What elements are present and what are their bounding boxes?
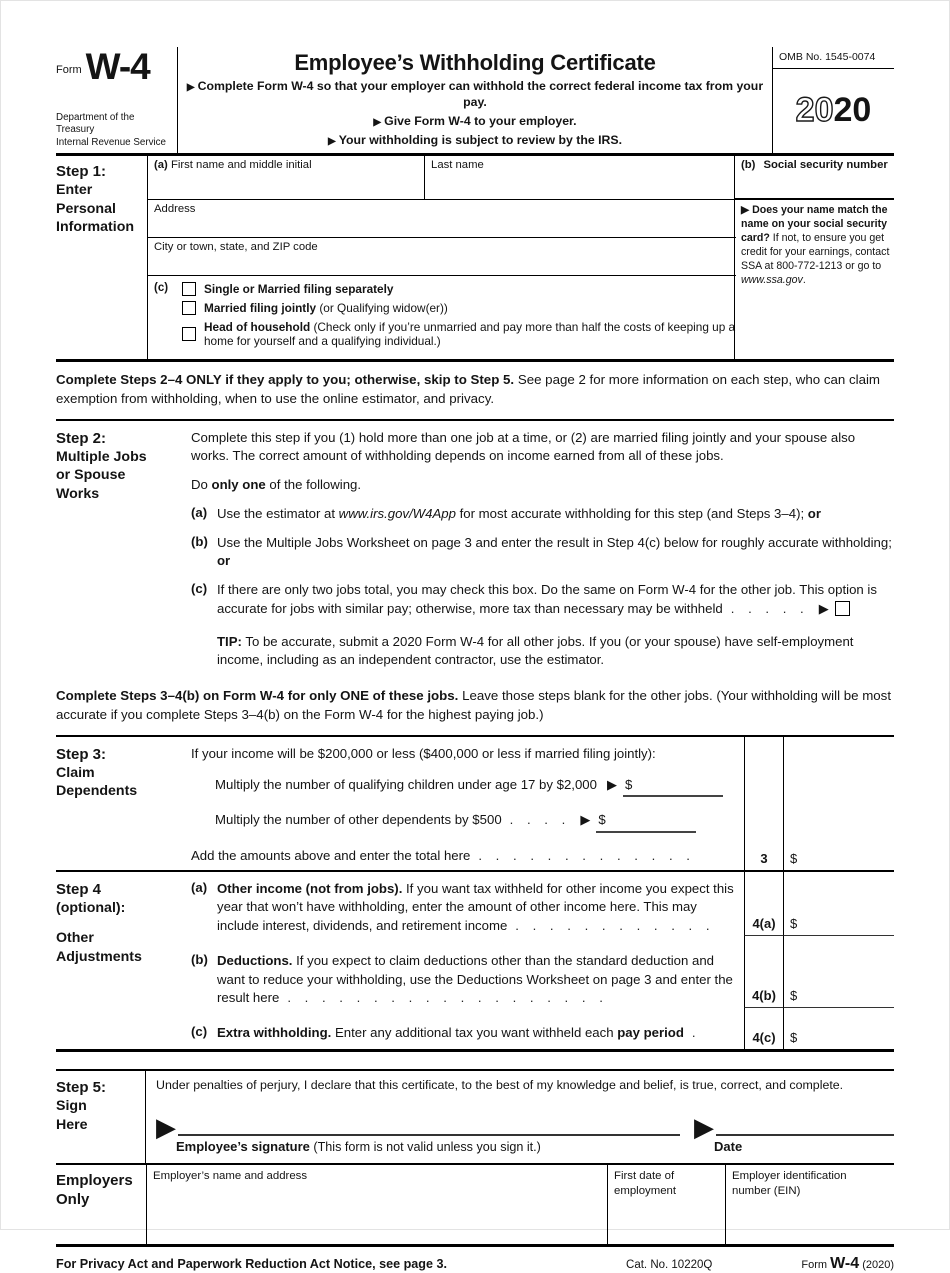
step4-sub-3: Adjustments	[56, 948, 142, 965]
arrow-icon: ▶	[741, 203, 750, 216]
item-c-label: (c)	[191, 581, 208, 597]
first-name-field[interactable]	[148, 156, 425, 199]
arrow-icon: ▶	[373, 116, 382, 128]
tip-text: To be accurate, submit a 2020 Form W-4 for all other jobs. If you (or your spouse) have self-employment income, including as an independent contractor, use the estimator.	[217, 633, 854, 668]
year-outline: 20	[795, 91, 834, 130]
form-number: W-4	[85, 46, 150, 87]
check3-note: (Check only if you’re unmarried and pay more than half the costs of keeping up a home for yourself and a qualifying individual.)	[204, 319, 736, 348]
line4c-number: 4(c)	[744, 1008, 784, 1049]
filing-status-single-row	[182, 282, 736, 296]
step2-item-c	[191, 581, 894, 618]
date-block	[694, 1111, 894, 1154]
checkbox-head-of-household[interactable]	[182, 327, 196, 341]
step2-tip	[191, 633, 894, 670]
dollar-sign: $	[790, 850, 798, 866]
step1-fields	[148, 156, 736, 359]
city-label: City or town, state, and ZIP code	[154, 240, 318, 253]
step3-title: Step 3:	[56, 745, 107, 763]
intro24-rest: See page 2 for more information on each step, who can claim exemption from withholding, when to use the online estimator, and privacy.	[56, 371, 880, 406]
form-id-block	[56, 47, 178, 153]
ssa-url: www.ssa.gov	[741, 273, 803, 286]
dollar-sign: $	[598, 812, 606, 828]
line4c-amount-field[interactable]	[784, 1008, 894, 1049]
children-text: Multiply the number of qualifying children under age 17 by $2,000	[215, 776, 597, 792]
step5-content	[146, 1071, 894, 1163]
date-line[interactable]	[716, 1116, 894, 1136]
address-label: Address	[154, 202, 196, 215]
step4c-row	[191, 1008, 894, 1049]
item-4a-label: (a)	[191, 879, 208, 895]
step2-sub-3: Works	[56, 485, 100, 502]
perjury-statement: Under penalties of perjury, I declare that this certificate, to the best of my knowledge and belief, is true, correct, and complete.	[156, 1077, 844, 1092]
4a-bold: Other income (not from jobs).	[217, 880, 403, 896]
first-name-label: First name and middle initial	[170, 158, 312, 171]
first-date-label: First date of employment	[614, 1169, 677, 1197]
steps-2-4-instructions	[56, 362, 894, 421]
last-name-label: Last name	[431, 158, 484, 171]
arrow-icon: ▶	[156, 1111, 176, 1142]
signature-label: Employee’s signature	[176, 1138, 310, 1154]
employers-label-2: Only	[56, 1191, 90, 1209]
step2-item-a	[191, 505, 894, 524]
last-name-field[interactable]	[425, 156, 735, 199]
year-solid: 20	[833, 91, 872, 130]
ssa-note-end: .	[802, 273, 806, 286]
item-4c-label: (c)	[191, 1024, 208, 1040]
footer-form-number: W-4	[830, 1254, 860, 1272]
qualifying-children-line	[191, 776, 738, 798]
signature-block	[156, 1111, 680, 1154]
step5-label	[56, 1071, 146, 1163]
field-c-label: (c)	[154, 281, 169, 294]
form-header	[56, 47, 894, 156]
line4a-number: 4(a)	[744, 872, 784, 936]
line4b-number: 4(b)	[744, 936, 784, 1008]
line3-amount-field[interactable]	[784, 737, 894, 870]
city-state-zip-field[interactable]	[148, 238, 736, 276]
step3-sub-1: Claim	[56, 765, 95, 782]
ein-label: Employer identification number (EIN)	[732, 1169, 847, 1197]
b-text: Use the Multiple Jobs Worksheet on page 3 and enter the result in Step 4(c) below for roughly accurate withholding;	[217, 534, 892, 550]
checkbox-single-or-married-separately[interactable]	[182, 282, 196, 296]
irs-estimator-url: www.irs.gov/W4App	[338, 505, 456, 521]
step2-sub-1: Multiple Jobs	[56, 449, 147, 466]
dollar-sign: $	[624, 776, 633, 792]
footer-form-word: Form	[801, 1258, 828, 1271]
ssn-field[interactable]	[735, 156, 894, 200]
ssa-note-text: If not, to ensure you get credit for your earnings, contact SSA at 800-772-1213 or go to	[741, 231, 890, 272]
header-bullet-2: Give Form W-4 to your employer.	[384, 113, 577, 128]
filing-status-head-of-household-row	[182, 320, 736, 348]
step5-title: Step 5:	[56, 1078, 107, 1096]
page-footer	[56, 1255, 894, 1273]
step2-sub-2: or Spouse	[56, 467, 126, 484]
employers-only-section	[56, 1165, 894, 1247]
step5-section	[56, 1069, 894, 1165]
intro34-rest: Leave those steps blank for the other jobs. (Your withholding will be most accurate if you complete Steps 3–4(b) on the Form W-4 for the highest paying job.)	[56, 688, 892, 722]
item-a-label: (a)	[191, 504, 208, 520]
total-text: Add the amounts above and enter the total here	[191, 847, 471, 863]
step1-sub-2: Personal	[56, 200, 116, 217]
check3-label: Head of household	[204, 319, 311, 334]
step2-content	[191, 421, 894, 670]
step5-sub-1: Sign	[56, 1098, 87, 1115]
employer-name-address-field[interactable]	[146, 1165, 608, 1244]
step3-content	[191, 737, 744, 870]
checkbox-married-filing-jointly[interactable]	[182, 301, 196, 315]
step2-section	[56, 421, 894, 670]
step1-label	[56, 156, 148, 359]
ssn-label: Social security number	[763, 158, 888, 171]
dollar-sign: $	[790, 1029, 798, 1045]
a-post: for most accurate withholding for this step (and Steps 3–4);	[455, 505, 808, 521]
step1-sub-3: Information	[56, 218, 135, 235]
line3-number: 3	[744, 737, 784, 870]
form-title-block	[178, 47, 772, 153]
form-word: Form	[56, 64, 82, 77]
step2-para1: Complete this step if you (1) hold more than one job at a time, or (2) are married filing jointly and your spouse also works. The correct amount of withholding depends on income earned from all of these jobs.	[191, 429, 856, 464]
first-date-employment-field[interactable]	[608, 1165, 726, 1244]
agency-line1: Department of the Treasury	[56, 112, 135, 136]
privacy-notice: For Privacy Act and Paperwork Reduction Act Notice, see page 3.	[56, 1256, 447, 1271]
4c-text: Enter any additional tax you want withheld each	[331, 1025, 618, 1041]
filing-status-married-jointly-row	[182, 301, 736, 315]
step4b-row	[191, 936, 894, 1008]
ssa-note-bold: Does your name match the name on your social security card?	[741, 203, 888, 244]
leader-dots: .	[691, 1025, 701, 1041]
signature-note: (This form is not valid unless you sign it.)	[309, 1139, 541, 1154]
step2-label	[56, 421, 191, 670]
signature-line[interactable]	[178, 1116, 680, 1136]
item-4b-label: (b)	[191, 951, 208, 967]
4b-text: If you expect to claim deductions other than the standard deduction and want to reduce your withholding, use the Deductions Worksheet on page 3 and enter the result here	[217, 952, 733, 1006]
step3-label	[56, 737, 191, 870]
dollar-sign: $	[790, 988, 798, 1004]
line4b-amount-field[interactable]	[784, 936, 894, 1008]
arrow-icon: ▶	[580, 812, 591, 828]
dependents-amount-field[interactable]	[596, 811, 696, 833]
ein-field[interactable]	[726, 1165, 894, 1244]
do-pre: Do	[191, 477, 212, 493]
4c-bold: Extra withholding.	[217, 1025, 332, 1041]
arrow-icon: ▶	[694, 1111, 714, 1142]
step4-label	[56, 872, 191, 1049]
omb-year-block	[772, 47, 894, 153]
step4-title: Step 4	[56, 880, 102, 898]
step1-title: Step 1:	[56, 162, 107, 180]
tax-year	[773, 69, 894, 153]
date-label: Date	[714, 1138, 743, 1154]
c-text: If there are only two jobs total, you may check this box. Do the same on Form W-4 for the other job. This option is accurate for jobs with similar pay; otherwise, more tax than necessary may be withheld	[217, 582, 877, 616]
step3-intro: If your income will be $200,000 or less ($400,000 or less if married filing jointly):	[191, 745, 656, 761]
leader-dots: . . . . .	[730, 600, 809, 616]
line4a-amount-field[interactable]	[784, 872, 894, 936]
do-post: of the following.	[265, 477, 362, 493]
leader-dots: . . . . . . . . . . . . .	[478, 847, 695, 863]
leader-dots: . . . .	[509, 812, 571, 828]
arrow-icon: ▶	[327, 135, 336, 147]
4c-bold2: pay period	[617, 1025, 684, 1041]
4a-text: If you want tax withheld for other income you expect this year that won’t have withholding, enter the amount of other income here. This may include interest, dividends, and retirement income	[217, 880, 734, 934]
footer-form-year: (2020)	[862, 1258, 894, 1271]
step3-sub-2: Dependents	[56, 783, 138, 800]
address-field[interactable]	[148, 200, 736, 238]
total-line	[191, 847, 738, 866]
header-bullet-3: Your withholding is subject to review by the IRS.	[338, 132, 623, 147]
step4-section	[56, 872, 894, 1052]
arrow-icon: ▶	[186, 82, 195, 93]
intro34-bold: Complete Steps 3–4(b) on Form W-4 for only ONE of these jobs.	[56, 688, 459, 704]
children-amount-field[interactable]	[623, 776, 723, 798]
item-b-label: (b)	[191, 533, 208, 549]
check2-label: Married filing jointly	[204, 300, 317, 315]
field-a-label: (a)	[154, 158, 168, 171]
step5-sub-2: Here	[56, 1116, 88, 1133]
intro24-bold: Complete Steps 2–4 ONLY if they apply to you; otherwise, skip to Step 5.	[56, 371, 515, 387]
leader-dots: . . . . . . . . . . . .	[515, 918, 715, 934]
employers-label	[56, 1165, 146, 1244]
page-title: Employee’s Withholding Certificate	[294, 50, 656, 75]
agency-line2: Internal Revenue Service	[56, 136, 167, 148]
step2-item-b	[191, 534, 894, 571]
step3-section	[56, 737, 894, 872]
employers-label-1: Employers	[56, 1171, 133, 1189]
arrow-icon: ▶	[606, 776, 617, 792]
step2-title: Step 2:	[56, 429, 107, 447]
employer-name-label: Employer’s name and address	[153, 1169, 308, 1182]
dependents-text: Multiply the number of other dependents by $500	[215, 812, 502, 828]
step1-right-column	[734, 156, 894, 359]
a-pre: Use the estimator at	[217, 505, 339, 521]
checkbox-two-jobs[interactable]	[835, 601, 850, 616]
ssa-note	[735, 200, 894, 288]
field-b-label: (b)	[741, 158, 756, 171]
dollar-sign: $	[790, 915, 798, 931]
a-or: or	[807, 505, 821, 521]
b-or: or	[217, 553, 231, 569]
arrow-icon: ▶	[818, 600, 829, 616]
footer-form-id	[801, 1255, 894, 1273]
do-bold: only one	[211, 477, 266, 493]
leader-dots: . . . . . . . . . . . . . . . . . . .	[287, 990, 608, 1006]
4b-bold: Deductions.	[217, 952, 293, 968]
step1-sub-1: Enter	[56, 182, 93, 199]
steps-3-4b-instructions	[56, 678, 894, 737]
header-bullet-1: Complete Form W-4 so that your employer can withhold the correct federal income tax from your pay.	[197, 79, 764, 109]
check2-note: (or Qualifying widow(er))	[316, 300, 448, 315]
step4a-row	[191, 872, 894, 936]
check1-label: Single or Married filing separately	[204, 281, 394, 296]
step4-sub-1: (optional):	[56, 900, 126, 917]
filing-status-group	[148, 276, 736, 359]
catalog-number: Cat. No. 10220Q	[626, 1258, 713, 1271]
tip-label: TIP:	[217, 633, 242, 649]
step1-section	[56, 156, 894, 362]
step4-sub-2: Other	[56, 930, 94, 947]
omb-number: OMB No. 1545-0074	[773, 47, 894, 69]
other-dependents-line	[191, 811, 738, 833]
